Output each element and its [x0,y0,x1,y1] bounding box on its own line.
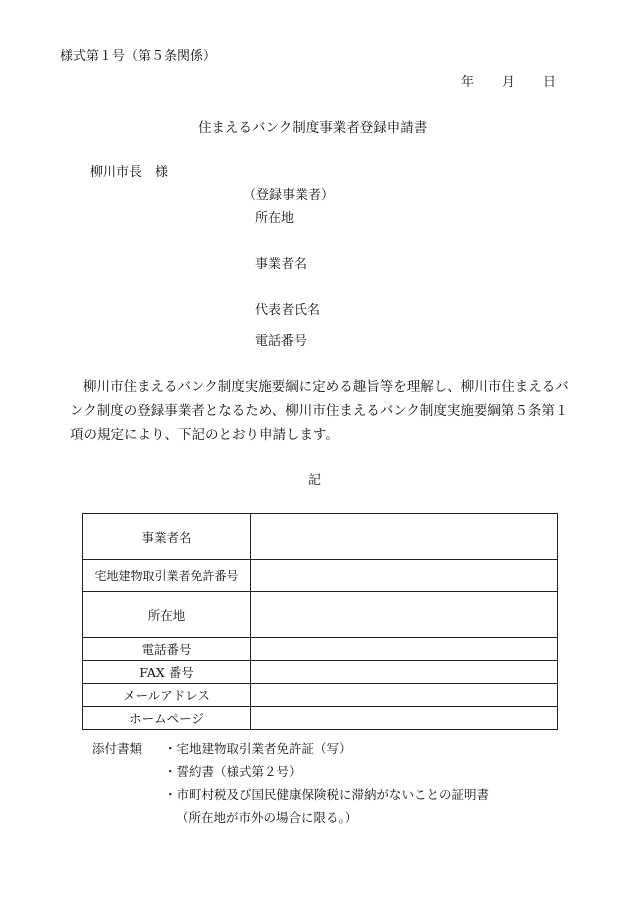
row-value-homepage[interactable] [251,707,558,730]
attachment-item: ・市町村税及び国民健康保険税に滞納がないことの証明書 [164,787,490,802]
row-value-fax[interactable] [251,661,558,684]
table-row [83,707,558,730]
table-row [83,592,558,638]
document-title: 住まえるバンク制度事業者登録申請書 [198,120,428,136]
table-row [83,560,558,592]
applicant-address-label: 所在地 [255,211,295,226]
row-label-business-name: 事業者名 [83,514,251,560]
application-statement: 柳川市住まえるバンク制度実施要綱に定める趣旨等を理解し、柳川市住まえるバンク制度の登録事業者となるため、柳川市住まえるバンク制度実施要綱第５条第１項の規定により、下記のとおり申請します。 [70,379,569,443]
row-value-business-name[interactable] [251,514,558,560]
row-label-address: 所在地 [83,592,251,638]
row-label-phone: 電話番号 [83,638,251,661]
row-label-fax: FAX 番号 [83,661,251,684]
row-value-email[interactable] [251,684,558,707]
applicant-business-name-label: 事業者名 [255,257,308,272]
attachments-label: 添付書類 [92,741,143,756]
row-label-email: メールアドレス [83,684,251,707]
row-label-homepage: ホームページ [83,707,251,730]
table-row [83,638,558,661]
attachment-item: ・宅地建物取引業者免許証（写） [164,741,352,756]
date-year-label: 年 [461,75,475,90]
attachment-note: （所在地が市外の場合に限る。） [176,810,358,825]
application-table [82,513,558,730]
table-row [83,684,558,707]
row-label-license-number: 宅地建物取引業者免許番号 [83,560,251,592]
table-row [83,514,558,560]
applicant-heading: （登録事業者） [243,188,335,203]
table-row [83,661,558,684]
form-number: 様式第１号（第５条関係） [60,49,217,64]
date-month-label: 月 [502,75,516,90]
date-day-label: 日 [543,75,557,90]
attachment-item: ・誓約書（様式第２号） [164,764,302,779]
row-value-address[interactable] [251,592,558,638]
row-value-phone[interactable] [251,638,558,661]
ki-heading: 記 [308,473,322,488]
addressee: 柳川市長 様 [90,165,169,180]
row-value-license-number[interactable] [251,560,558,592]
applicant-phone-label: 電話番号 [255,334,308,349]
applicant-representative-label: 代表者氏名 [255,303,321,318]
